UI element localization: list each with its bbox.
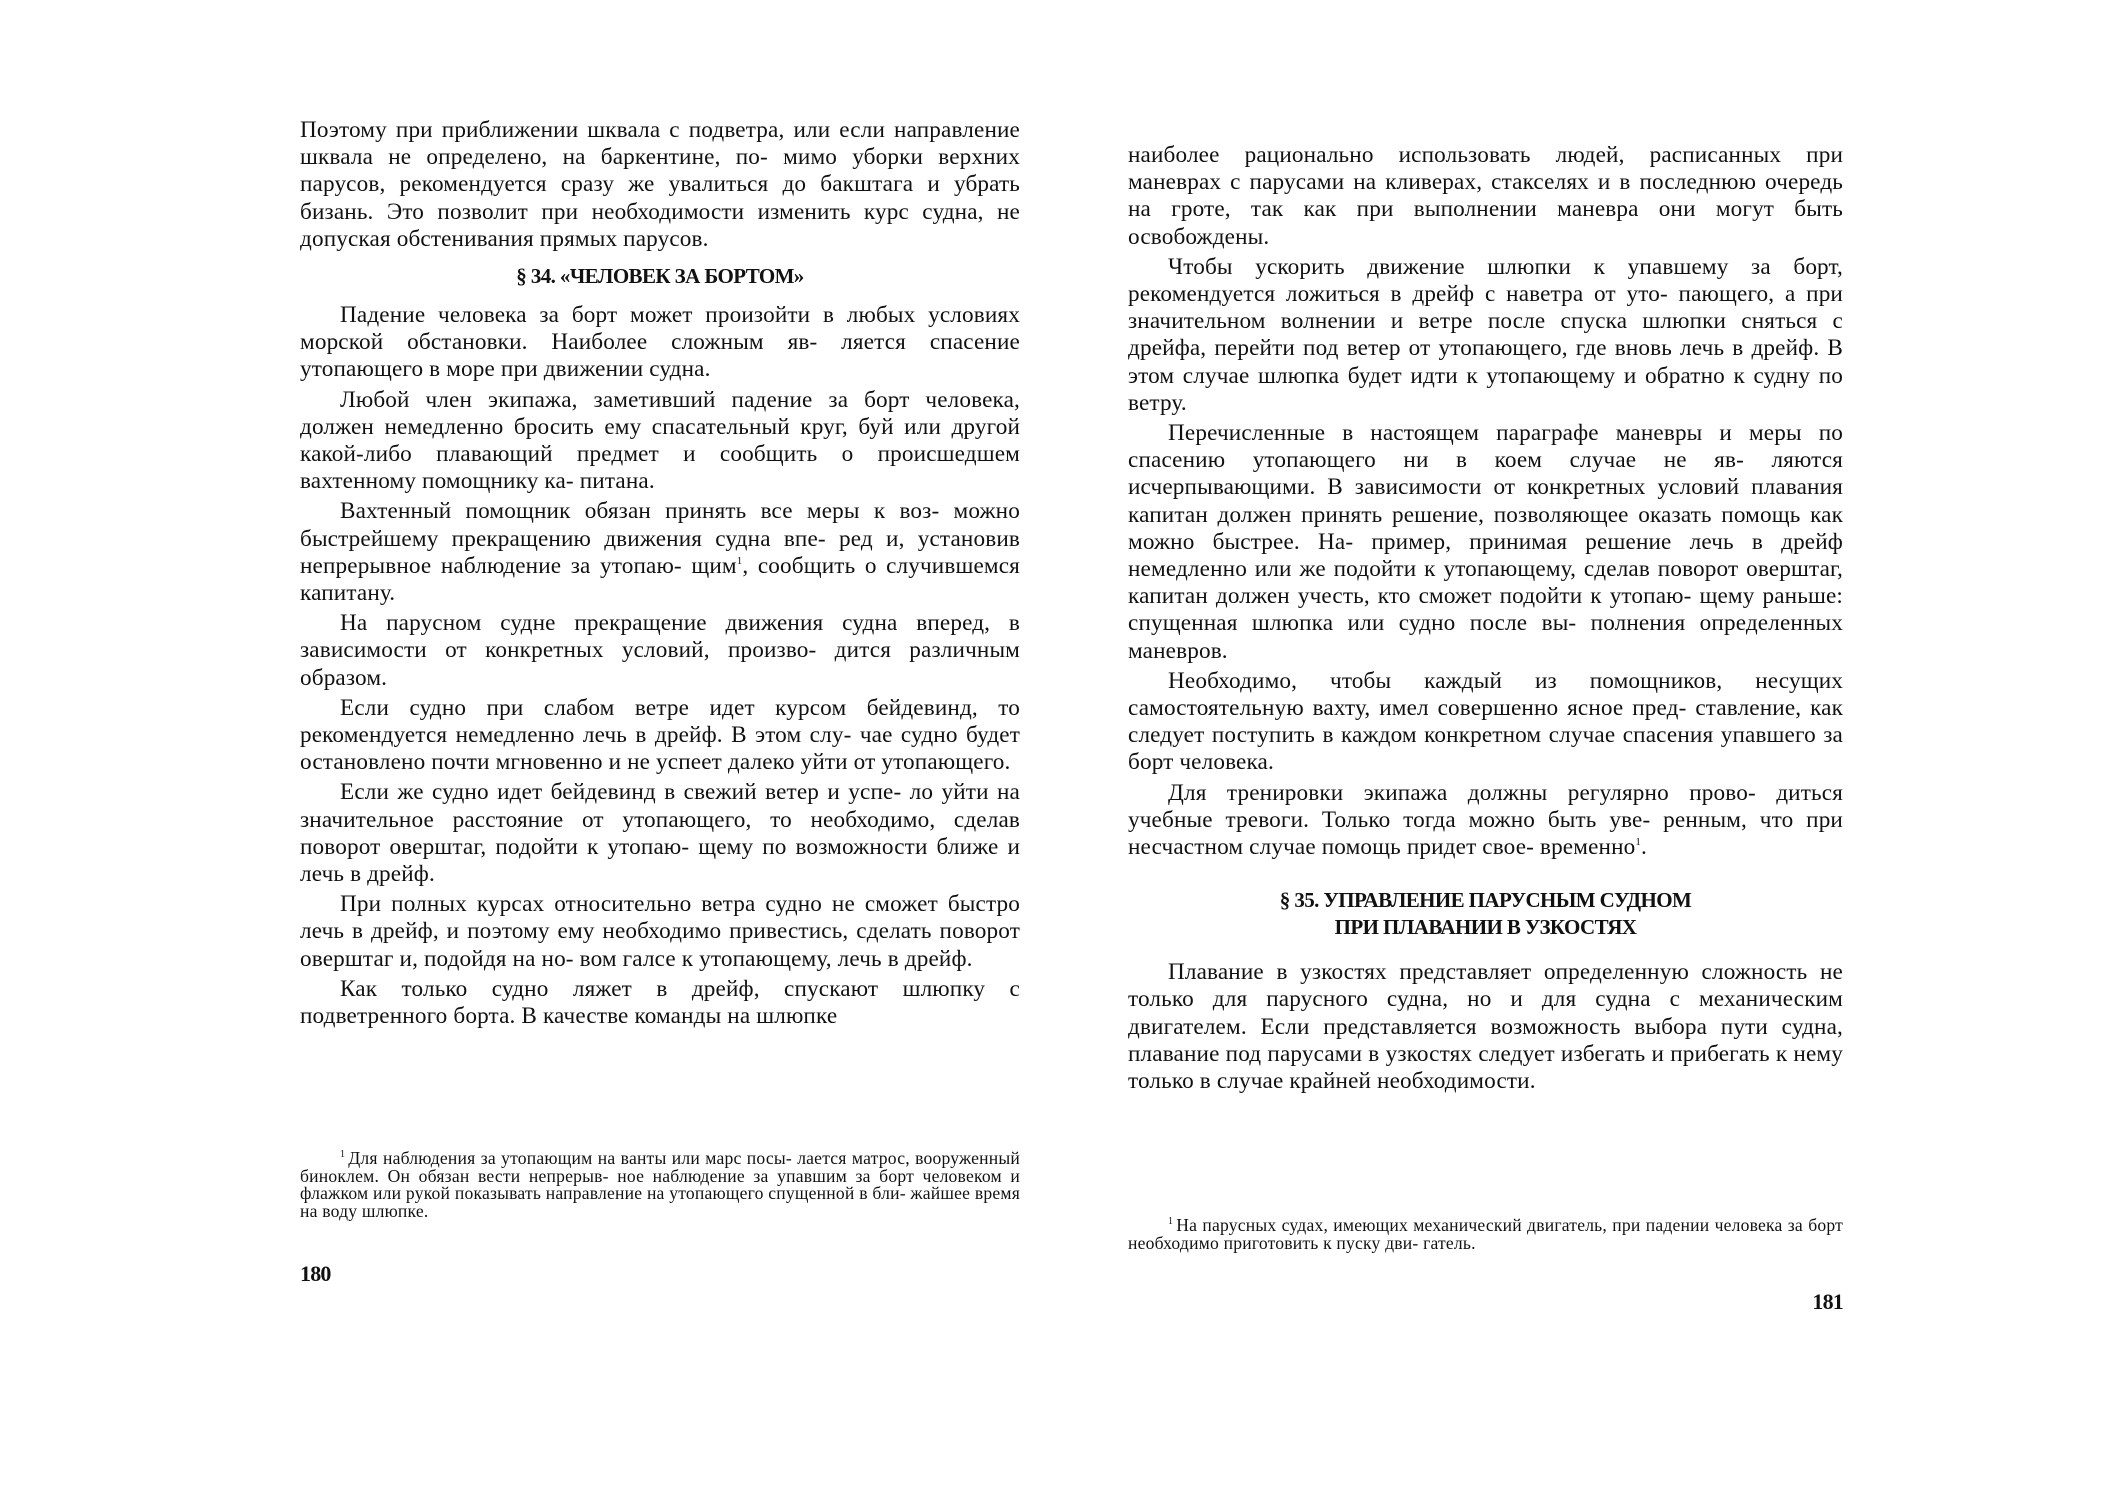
footnote-mark: 1 — [1168, 1216, 1174, 1227]
section-title-35-line2: ПРИ ПЛАВАНИИ В УЗКОСТЯХ — [1334, 915, 1637, 940]
section-title-35 — [1128, 887, 1843, 941]
paragraph-fresh-wind: Если же судно идет бейдевинд в свежий ветер и успе- ло уйти на значительное расстояние от утопающего, то необходимо, сделав поворот оверштаг, подойти к утопаю- щему по возможности ближе и лечь в дрейф. — [300, 779, 1020, 888]
paragraph-watch-officers: Необходимо, чтобы каждый из помощников, несущих самостоятельную вахту, имел совершенно ясное пред- ставление, как следует поступить в каждом конкретном случае спасения упавшего за борт человека. — [1128, 667, 1843, 776]
paragraph-lower-boat: Как только судно ляжет в дрейф, спускают шлюпку с подветренного борта. В качестве команды на шлюпке — [300, 975, 1020, 1030]
paragraph-watch-officer-end: , сообщить о случившемся капитану. — [300, 552, 1020, 607]
page-number: 181 — [1812, 1289, 1843, 1314]
paragraph-speed-up-boat: Чтобы ускорить движение шлюпки к упавшему за борт, рекомендуется ложиться в дрейф с наветра от уто- пающего, а при значительном волнении и ветре после спуска шлюпки сняться с дрейфа, перейти под ветер от утопающего, где вновь лечь в дрейф. В этом случае шлюпка будет идти к утопающему и обратно к судну по ветру. — [1128, 253, 1843, 416]
paragraph-watch-officer — [300, 498, 1020, 607]
section-title-34: § 34. «ЧЕЛОВЕК ЗА БОРТОМ» — [516, 264, 804, 289]
paragraph-crew-member: Любой член экипажа, заметивший падение за борт человека, должен немедленно бросить ему спасательный круг, буй или другой какой-либо плавающий предмет и сообщить о происшедшем вахтенному помощнику ка- питана. — [300, 386, 1020, 495]
footnote-text: На парусных судах, имеющих механический двигатель, при падении человека за борт необходимо приготовить к пуску дви- гатель. — [1128, 1215, 1843, 1253]
page-number: 180 — [300, 1261, 331, 1286]
paragraph-light-wind: Если судно при слабом ветре идет курсом бейдевинд, то рекомендуется немедленно лечь в дрейф. В этом слу- чае судно будет остановлено почти мгновенно и не успеет далеко уйти от утопающего. — [300, 694, 1020, 776]
paragraph-training-drills-end: . — [1641, 834, 1647, 861]
paragraph-sailing-ship-stop: На парусном судне прекращение движения судна вперед, в зависимости от конкретных условий, произво- дится различным образом. — [300, 610, 1020, 691]
paragraph-man-overboard-intro: Падение человека за борт может произойти в любых условиях морской обстановки. Наиболее сложным яв- ляется спасение утопающего в море при движении судна. — [300, 302, 1020, 383]
section-title-35-line1: § 35. УПРАВЛЕНИЕ ПАРУСНЫМ СУДНОМ — [1279, 888, 1692, 913]
footnote-reference: 1 — [1635, 836, 1642, 849]
paragraph-full-courses: При полных курсах относительно ветра судно не сможет быстро лечь в дрейф, и поэтому ему необходимо привестись, сделать поворот оверштаг и, подойдя на но- вом галсе к утопающему, лечь в дрейф. — [300, 891, 1020, 972]
right-page-body — [1128, 142, 1843, 1098]
right-page — [1128, 0, 1843, 1489]
paragraph-training-drills — [1128, 780, 1843, 862]
paragraph-watch-officer-text: Вахтенный помощник обязан принять все меры к воз- можно быстрейшему прекращению движения судна впе- ред и, установив непрерывное наблюдение за утопаю- щим — [300, 498, 1020, 579]
paragraph-training-drills-text: Для тренировки экипажа должны регулярно прово- диться учебные тревоги. Только тогда можно быть уве- ренным, что при несчастном случае помощь придет свое- временно — [1128, 779, 1843, 861]
paragraph-boat-crew: наиболее рационально использовать людей, расписанных при маневрах с парусами на кливерах, стакселях и в последнюю очередь на гроте, так как при выполнении маневра они могут быть освобождены. — [1128, 142, 1843, 250]
footnote — [300, 1150, 1020, 1220]
paragraph-squall: Поэтому при приближении шквала с подветра, или если направление шквала не определено, на баркентине, по- мимо уборки верхних парусов, рекомендуется сразу же увалиться до бакштага и убрать бизань. Это позволит при необходимости изменить курс судна, не допуская обстенивания прямых парусов. — [300, 117, 1020, 252]
footnote-reference: 1 — [736, 554, 743, 567]
footnote-mark: 1 — [340, 1149, 346, 1160]
paragraph-listed-maneuvers: Перечисленные в настоящем параграфе маневры и меры по спасению утопающего ни в коем случае не яв- ляются исчерпывающими. В зависимости от конкретных условий плавания капитан должен принять решение, позволяющее оказать помощь как можно быстрее. На- пример, принимая решение лечь в дрейф немедленно или же подойти к утопающему, сделав поворот оверштаг, капитан должен учесть, кто сможет подойти к утопаю- щему раньше: спущенная шлюпка или судно после вы- полнения определенных маневров. — [1128, 420, 1843, 664]
left-page — [300, 0, 1020, 1489]
footnote — [1128, 1217, 1843, 1252]
left-page-body — [300, 117, 1020, 1033]
footnote-text: Для наблюдения за утопающим на ванты или марс посы- лается матрос, вооруженный биноклем. Он обязан вести непрерыв- ное наблюдение за упавшим за борт человеком и флажком или рукой показывать направление на утопающего спущенной в бли- жайшее время на воду шлюпке. — [300, 1148, 1020, 1221]
paragraph-narrows: Плавание в узкостях представляет определенную сложность не только для парусного судна, но и для судна с механическим двигателем. Если представляется возможность выбора пути судна, плавание под парусами в узкостях следует избегать и прибегать к нему только в случае крайней необходимости. — [1128, 959, 1843, 1095]
